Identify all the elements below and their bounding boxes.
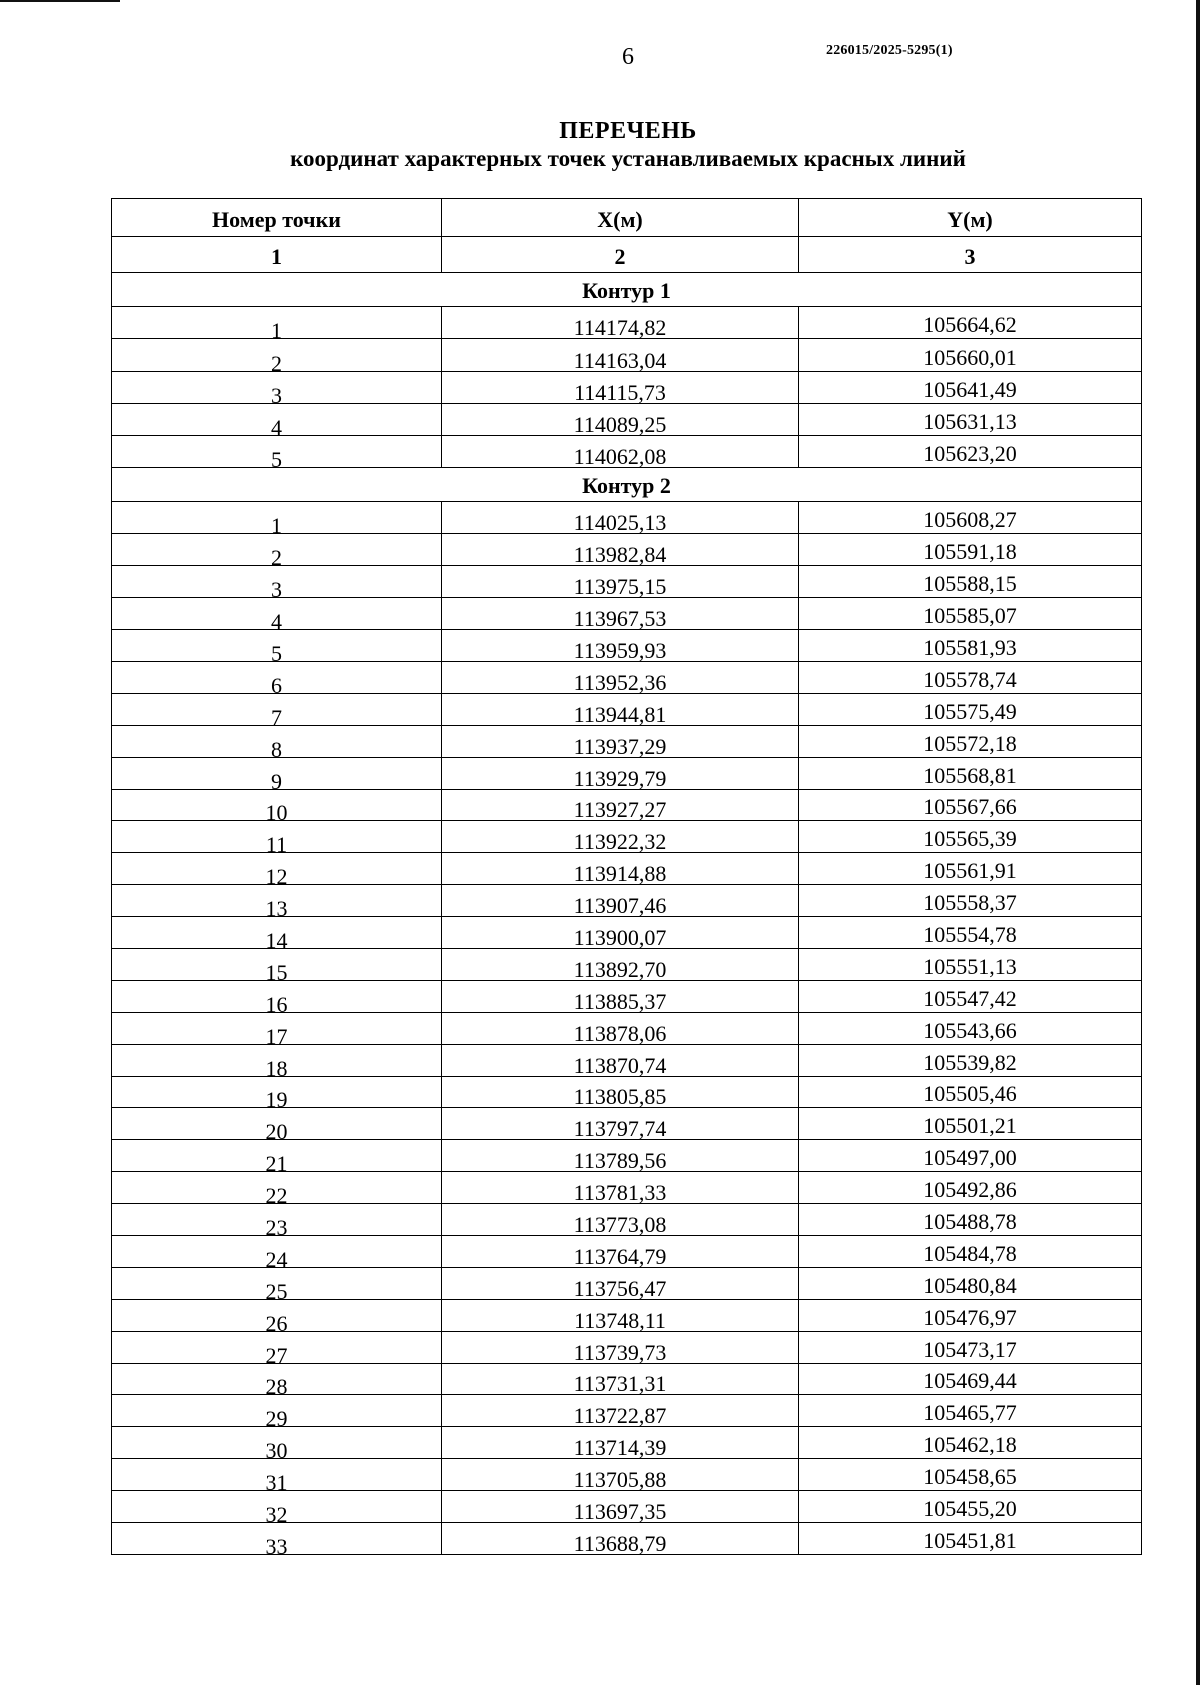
y-coordinate-cell-text: 105505,46	[923, 1081, 1017, 1107]
x-coordinate-cell	[442, 948, 799, 980]
y-coordinate-cell	[799, 917, 1142, 949]
y-coordinate-cell-text: 105578,74	[923, 666, 1017, 692]
contour-header-row	[112, 468, 1142, 502]
y-coordinate-cell	[799, 757, 1142, 789]
point-number-cell-text: 30	[265, 1438, 288, 1464]
y-coordinate-cell	[799, 371, 1142, 403]
point-number-cell	[112, 1299, 442, 1336]
point-number-cell-text: 3	[271, 577, 282, 603]
y-coordinate-cell	[799, 661, 1142, 693]
point-number-cell	[112, 403, 442, 441]
column-number-2: 2	[442, 237, 799, 273]
point-number-cell-text: 12	[265, 864, 288, 890]
x-coordinate-cell	[442, 1395, 799, 1427]
table-row	[112, 1427, 1142, 1459]
x-coordinate-cell-text: 113714,39	[573, 1435, 667, 1461]
point-number-cell	[112, 821, 442, 858]
x-coordinate-cell	[442, 1012, 799, 1044]
point-number-cell	[112, 339, 442, 376]
y-coordinate-cell	[799, 1235, 1142, 1267]
table-row	[112, 853, 1142, 885]
point-number-cell	[112, 1172, 442, 1209]
x-coordinate-cell-text: 113907,46	[573, 893, 667, 919]
document-subtitle: координат характерных точек устанавливаемых красных линий	[290, 146, 966, 171]
y-coordinate-cell	[799, 534, 1142, 566]
coordinates-table	[111, 198, 1142, 1559]
point-number-cell-text: 1	[271, 318, 282, 344]
table-row	[112, 371, 1142, 403]
point-number-cell	[112, 757, 442, 794]
y-coordinate-cell-text: 105455,20	[923, 1495, 1017, 1521]
table-row	[112, 1204, 1142, 1236]
x-coordinate-cell-text: 113756,47	[573, 1275, 667, 1301]
point-number-cell-text: 16	[265, 991, 288, 1017]
x-coordinate-cell	[442, 307, 799, 339]
y-coordinate-cell	[799, 598, 1142, 630]
column-number-3: 3	[799, 237, 1142, 273]
x-coordinate-cell-text: 113870,74	[573, 1052, 667, 1078]
x-coordinate-cell-text: 113773,08	[573, 1211, 667, 1237]
x-coordinate-cell-text: 113748,11	[574, 1307, 666, 1333]
x-coordinate-cell-text: 113914,88	[573, 861, 667, 887]
x-coordinate-cell-text: 113731,31	[573, 1371, 667, 1397]
y-coordinate-cell	[799, 630, 1142, 662]
x-coordinate-cell-text: 113885,37	[573, 988, 667, 1014]
x-coordinate-cell-text: 113764,79	[573, 1243, 667, 1269]
x-coordinate-cell	[442, 566, 799, 598]
x-coordinate-cell-text: 113982,84	[573, 542, 667, 568]
table-row	[112, 1076, 1142, 1108]
coordinates-table-body	[112, 199, 1142, 1559]
table-row	[112, 1108, 1142, 1140]
y-coordinate-cell	[799, 1522, 1142, 1554]
y-coordinate-cell-text: 105631,13	[923, 409, 1017, 435]
x-coordinate-cell	[442, 1140, 799, 1172]
header-x: X(м)	[442, 199, 799, 237]
point-number-cell	[112, 1140, 442, 1177]
point-number-cell	[112, 1363, 442, 1400]
y-coordinate-cell-text: 105660,01	[923, 344, 1017, 370]
point-number-cell	[112, 980, 442, 1017]
point-number-cell	[112, 1076, 442, 1113]
y-coordinate-cell	[799, 789, 1142, 821]
y-coordinate-cell	[799, 1363, 1142, 1395]
y-coordinate-cell-text: 105567,66	[923, 794, 1017, 820]
point-number-cell-text: 18	[265, 1055, 288, 1081]
x-coordinate-cell-text: 113878,06	[573, 1020, 667, 1046]
x-coordinate-cell-text: 113922,32	[573, 829, 667, 855]
point-number-cell	[112, 1044, 442, 1081]
y-coordinate-cell-text: 105543,66	[923, 1017, 1017, 1043]
x-coordinate-cell	[442, 821, 799, 853]
y-coordinate-cell-text: 105554,78	[923, 921, 1017, 947]
y-coordinate-cell	[799, 1459, 1142, 1491]
x-coordinate-cell	[442, 1172, 799, 1204]
scan-top-edge	[0, 0, 120, 2]
table-row	[112, 1140, 1142, 1172]
y-coordinate-cell	[799, 1108, 1142, 1140]
point-number-cell	[112, 1459, 442, 1496]
y-coordinate-cell	[799, 725, 1142, 757]
x-coordinate-cell-text: 113967,53	[573, 606, 667, 632]
y-coordinate-cell-text: 105488,78	[923, 1208, 1017, 1234]
point-number-cell-text: 7	[271, 704, 282, 730]
table-row	[112, 980, 1142, 1012]
x-coordinate-cell-text: 113900,07	[573, 924, 667, 950]
point-number-cell	[112, 853, 442, 890]
table-row	[112, 725, 1142, 757]
point-number-cell-text: 2	[271, 350, 282, 376]
point-number-cell-text: 4	[271, 415, 282, 441]
y-coordinate-cell-text: 105575,49	[923, 698, 1017, 724]
x-coordinate-cell	[442, 980, 799, 1012]
x-coordinate-cell	[442, 1076, 799, 1108]
point-number-cell	[112, 661, 442, 698]
y-coordinate-cell-text: 105588,15	[923, 571, 1017, 597]
point-number-cell	[112, 693, 442, 730]
y-coordinate-cell-text: 105561,91	[923, 858, 1017, 884]
x-coordinate-cell-text: 113959,93	[573, 637, 667, 663]
x-coordinate-cell	[442, 1331, 799, 1363]
table-row	[112, 1012, 1142, 1044]
y-coordinate-cell-text: 105484,78	[923, 1240, 1017, 1266]
point-number-cell	[112, 307, 442, 344]
x-coordinate-cell-text: 113975,15	[573, 574, 667, 600]
x-coordinate-cell-text: 113688,79	[573, 1530, 667, 1556]
table-row	[112, 534, 1142, 566]
point-number-cell-text: 28	[265, 1374, 288, 1400]
y-coordinate-cell	[799, 1204, 1142, 1236]
x-coordinate-cell	[442, 1299, 799, 1331]
y-coordinate-cell-text: 105539,82	[923, 1049, 1017, 1075]
point-number-cell-text: 32	[265, 1501, 288, 1527]
x-coordinate-cell-text: 113705,88	[573, 1467, 667, 1493]
point-number-cell-text: 10	[265, 800, 288, 826]
y-coordinate-cell-text: 105623,20	[923, 441, 1017, 467]
x-coordinate-cell	[442, 371, 799, 403]
y-coordinate-cell-text: 105473,17	[923, 1336, 1017, 1362]
y-coordinate-cell	[799, 339, 1142, 371]
y-coordinate-cell-text: 105476,97	[923, 1304, 1017, 1330]
point-number-cell-text: 27	[265, 1342, 288, 1368]
contour-header-row	[112, 273, 1142, 307]
point-number-cell	[112, 371, 442, 408]
point-number-cell-text: 1	[271, 513, 282, 539]
table-row	[112, 1459, 1142, 1491]
table-header-row	[112, 199, 1142, 237]
x-coordinate-cell-text: 113805,85	[573, 1084, 667, 1110]
x-coordinate-cell	[442, 339, 799, 371]
x-coordinate-cell-text: 113927,27	[573, 797, 667, 823]
table-column-numbers-row	[112, 237, 1142, 273]
y-coordinate-cell-text: 105492,86	[923, 1177, 1017, 1203]
x-coordinate-cell-text: 113929,79	[573, 765, 667, 791]
point-number-cell	[112, 1204, 442, 1240]
x-coordinate-cell-text: 113892,70	[573, 956, 667, 982]
y-coordinate-cell	[799, 853, 1142, 885]
y-coordinate-cell-text: 105497,00	[923, 1145, 1017, 1171]
x-coordinate-cell	[442, 598, 799, 630]
point-number-cell-text: 19	[265, 1087, 288, 1113]
y-coordinate-cell-text: 105462,18	[923, 1432, 1017, 1458]
x-coordinate-cell-text: 113797,74	[573, 1116, 667, 1142]
y-coordinate-cell	[799, 980, 1142, 1012]
y-coordinate-cell	[799, 1140, 1142, 1172]
point-number-cell-text: 17	[265, 1023, 288, 1049]
y-coordinate-cell-text: 105480,84	[923, 1272, 1017, 1298]
point-number-cell-text: 33	[265, 1533, 288, 1559]
x-coordinate-cell-text: 113697,35	[573, 1498, 667, 1524]
y-coordinate-cell-text: 105641,49	[923, 376, 1017, 402]
point-number-cell	[112, 1012, 442, 1049]
x-coordinate-cell	[442, 885, 799, 917]
table-row	[112, 917, 1142, 949]
x-coordinate-cell	[442, 1491, 799, 1523]
y-coordinate-cell	[799, 1427, 1142, 1459]
y-coordinate-cell-text: 105501,21	[923, 1113, 1017, 1139]
point-number-cell	[112, 1395, 442, 1432]
y-coordinate-cell-text: 105581,93	[923, 634, 1017, 660]
point-number-cell-text: 22	[265, 1183, 288, 1209]
x-coordinate-cell	[442, 1427, 799, 1459]
y-coordinate-cell-text: 105568,81	[923, 762, 1017, 788]
table-row	[112, 821, 1142, 853]
x-coordinate-cell	[442, 789, 799, 821]
point-number-cell	[112, 948, 442, 985]
point-number-cell-text: 13	[265, 896, 288, 922]
point-number-cell-text: 14	[265, 927, 288, 953]
x-coordinate-cell	[442, 1044, 799, 1076]
table-row	[112, 693, 1142, 725]
x-coordinate-cell	[442, 436, 799, 468]
scan-right-edge	[1196, 0, 1200, 1685]
table-row	[112, 630, 1142, 662]
x-coordinate-cell-text: 113781,33	[573, 1180, 667, 1206]
y-coordinate-cell	[799, 1491, 1142, 1523]
table-row	[112, 1363, 1142, 1395]
point-number-cell-text: 9	[271, 768, 282, 794]
point-number-cell	[112, 725, 442, 762]
y-coordinate-cell	[799, 948, 1142, 980]
page-number: 6	[622, 44, 634, 70]
table-row	[112, 1522, 1142, 1554]
x-coordinate-cell	[442, 502, 799, 534]
y-coordinate-cell	[799, 885, 1142, 917]
point-number-cell	[112, 1331, 442, 1368]
point-number-cell	[112, 630, 442, 666]
y-coordinate-cell	[799, 1012, 1142, 1044]
y-coordinate-cell	[799, 1076, 1142, 1108]
table-row	[112, 1491, 1142, 1523]
contour-label: Контур 2	[112, 468, 1142, 502]
x-coordinate-cell	[442, 661, 799, 693]
x-coordinate-cell	[442, 1363, 799, 1395]
y-coordinate-cell-text: 105547,42	[923, 985, 1017, 1011]
x-coordinate-cell-text: 114025,13	[573, 510, 667, 536]
y-coordinate-cell	[799, 436, 1142, 468]
contour-label: Контур 1	[112, 273, 1142, 307]
y-coordinate-cell-text: 105465,77	[923, 1400, 1017, 1426]
x-coordinate-cell-text: 114089,25	[573, 412, 667, 438]
table-row	[112, 661, 1142, 693]
table-row	[112, 1172, 1142, 1204]
y-coordinate-cell-text: 105458,65	[923, 1464, 1017, 1490]
point-number-cell	[112, 534, 442, 571]
y-coordinate-cell-text: 105469,44	[923, 1368, 1017, 1394]
point-number-cell-text: 5	[271, 640, 282, 666]
x-coordinate-cell-text: 114115,73	[574, 379, 666, 405]
y-coordinate-cell-text: 105572,18	[923, 730, 1017, 756]
point-number-cell	[112, 1267, 442, 1304]
point-number-cell-text: 21	[265, 1151, 288, 1177]
point-number-cell-text: 6	[271, 672, 282, 698]
point-number-cell-text: 26	[265, 1310, 288, 1336]
table-row	[112, 1267, 1142, 1299]
point-number-cell-text: 4	[271, 609, 282, 635]
header-y: Y(м)	[799, 199, 1142, 237]
y-coordinate-cell-text: 105451,81	[923, 1527, 1017, 1553]
point-number-cell-text: 15	[265, 959, 288, 985]
table-row	[112, 598, 1142, 630]
y-coordinate-cell	[799, 1044, 1142, 1076]
x-coordinate-cell-text: 114062,08	[573, 444, 667, 470]
point-number-cell-text: 29	[265, 1406, 288, 1432]
point-number-cell	[112, 1235, 442, 1272]
y-coordinate-cell	[799, 1299, 1142, 1331]
point-number-cell	[112, 502, 442, 539]
y-coordinate-cell-text: 105608,27	[923, 507, 1017, 533]
table-row	[112, 885, 1142, 917]
x-coordinate-cell-text: 114174,82	[573, 315, 667, 341]
table-row	[112, 339, 1142, 371]
point-number-cell	[112, 1491, 442, 1527]
y-coordinate-cell	[799, 502, 1142, 534]
point-number-cell	[112, 1108, 442, 1145]
point-number-cell	[112, 598, 442, 635]
x-coordinate-cell	[442, 1235, 799, 1267]
column-number-1: 1	[112, 237, 442, 273]
point-number-cell-text: 5	[271, 447, 282, 473]
y-coordinate-cell	[799, 1267, 1142, 1299]
point-number-cell	[112, 436, 442, 473]
x-coordinate-cell	[442, 853, 799, 885]
table-row	[112, 436, 1142, 468]
table-row	[112, 1235, 1142, 1267]
table-row	[112, 1299, 1142, 1331]
x-coordinate-cell	[442, 917, 799, 949]
y-coordinate-cell	[799, 1395, 1142, 1427]
x-coordinate-cell	[442, 630, 799, 662]
table-row	[112, 948, 1142, 980]
document-title: ПЕРЕЧЕНЬ	[559, 118, 697, 144]
x-coordinate-cell	[442, 1108, 799, 1140]
x-coordinate-cell-text: 113789,56	[573, 1148, 667, 1174]
x-coordinate-cell	[442, 1204, 799, 1236]
point-number-cell	[112, 789, 442, 826]
y-coordinate-cell	[799, 1172, 1142, 1204]
x-coordinate-cell	[442, 1267, 799, 1299]
x-coordinate-cell	[442, 403, 799, 438]
point-number-cell-text: 24	[265, 1246, 288, 1272]
x-coordinate-cell-text: 113937,29	[573, 733, 667, 759]
table-row	[112, 757, 1142, 789]
point-number-cell	[112, 566, 442, 603]
x-coordinate-cell	[442, 1459, 799, 1491]
table-row	[112, 1331, 1142, 1363]
y-coordinate-cell	[799, 693, 1142, 725]
point-number-cell	[112, 1522, 442, 1559]
point-number-cell-text: 2	[271, 545, 282, 571]
y-coordinate-cell	[799, 307, 1142, 339]
table-row	[112, 1044, 1142, 1076]
x-coordinate-cell-text: 113739,73	[573, 1339, 667, 1365]
x-coordinate-cell	[442, 757, 799, 789]
table-row	[112, 307, 1142, 339]
table-row	[112, 566, 1142, 598]
y-coordinate-cell	[799, 1331, 1142, 1363]
table-row	[112, 502, 1142, 534]
point-number-cell-text: 31	[265, 1470, 288, 1496]
point-number-cell-text: 20	[265, 1119, 288, 1145]
x-coordinate-cell	[442, 534, 799, 566]
x-coordinate-cell-text: 113722,87	[573, 1403, 667, 1429]
x-coordinate-cell	[442, 725, 799, 757]
point-number-cell-text: 11	[265, 832, 288, 858]
header-point-number: Номер точки	[112, 199, 442, 237]
x-coordinate-cell-text: 113944,81	[573, 701, 667, 727]
y-coordinate-cell	[799, 566, 1142, 598]
x-coordinate-cell-text: 114163,04	[573, 347, 667, 373]
y-coordinate-cell-text: 105565,39	[923, 826, 1017, 852]
x-coordinate-cell	[442, 693, 799, 725]
point-number-cell-text: 25	[265, 1278, 288, 1304]
table-row	[112, 403, 1142, 435]
point-number-cell-text: 23	[265, 1214, 288, 1240]
y-coordinate-cell	[799, 821, 1142, 853]
point-number-cell	[112, 917, 442, 953]
point-number-cell-text: 8	[271, 736, 282, 762]
x-coordinate-cell	[442, 1522, 799, 1554]
point-number-cell	[112, 885, 442, 922]
y-coordinate-cell-text: 105585,07	[923, 603, 1017, 629]
y-coordinate-cell-text: 105558,37	[923, 890, 1017, 916]
point-number-cell-text: 3	[271, 382, 282, 408]
point-number-cell	[112, 1427, 442, 1464]
y-coordinate-cell-text: 105551,13	[923, 953, 1017, 979]
y-coordinate-cell-text: 105664,62	[923, 312, 1017, 338]
table-row	[112, 789, 1142, 821]
y-coordinate-cell	[799, 403, 1142, 435]
y-coordinate-cell-text: 105591,18	[923, 539, 1017, 565]
document-reference: 226015/2025-5295(1)	[826, 43, 953, 58]
table-row	[112, 1395, 1142, 1427]
x-coordinate-cell-text: 113952,36	[573, 669, 667, 695]
